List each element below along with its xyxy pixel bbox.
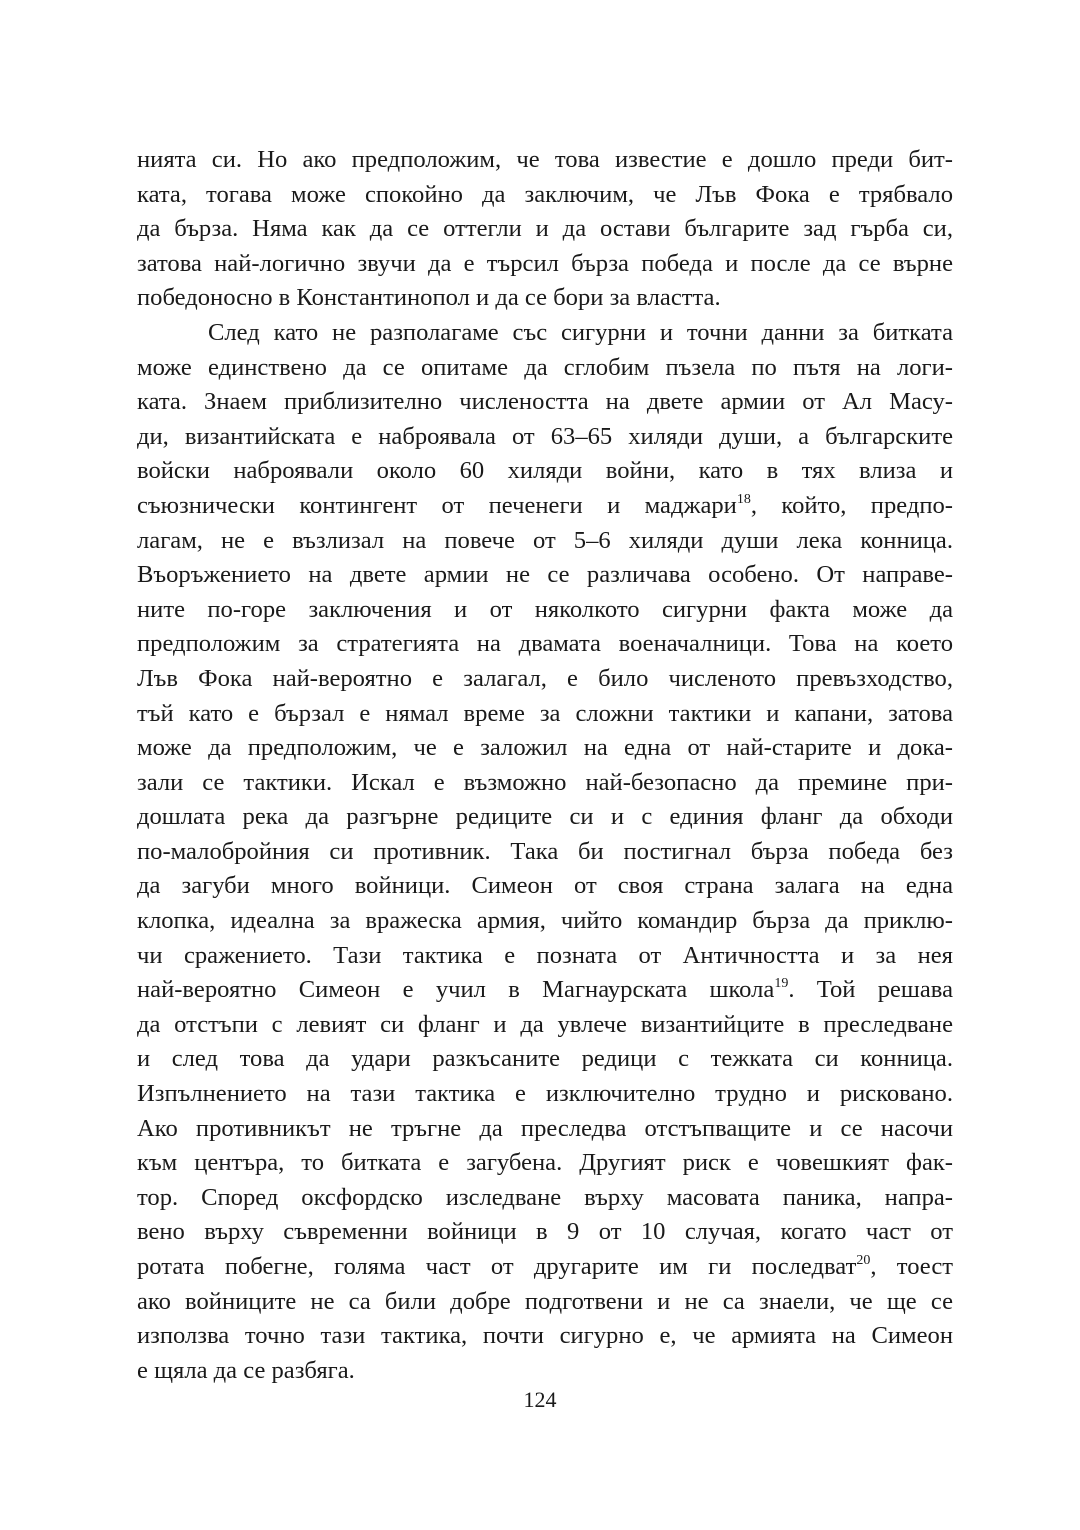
- text-line: дошлата река да разгърне редиците си и с единия фланг да обходи: [137, 803, 953, 831]
- paragraph: [137, 143, 953, 316]
- page-number: 124: [523, 1387, 557, 1412]
- text-line: Лъв Фока най-вероятно е залагал, е било численото превъзходство,: [137, 664, 953, 692]
- footnote-marker: 20: [856, 1253, 871, 1268]
- text-line: към центъра, то битката е загубена. Другият риск е човешкият фак-: [137, 1149, 953, 1177]
- text-run: . Той решава: [788, 976, 953, 1004]
- text-line: вено върху съвременни войници в 9 от 10 случая, когато част от: [137, 1218, 953, 1246]
- footnote-marker: 18: [736, 491, 751, 507]
- text-line: ката, тогава може спокойно да заключим, че Лъв Фока е трябвало: [137, 180, 953, 208]
- body-text: [137, 143, 953, 1388]
- text-line: ката. Знаем приблизително числеността на двете армии от Ал Масу-: [137, 388, 953, 416]
- footnote-marker: 19: [774, 976, 789, 992]
- text-line: може единствено да се опитаме да сглобим пъзела по пътя на логи-: [137, 353, 953, 381]
- text-line: Въоръжението на двете армии не се различава особено. От направе-: [137, 561, 953, 589]
- text-line: клопка, идеална за вражеска армия, чийто командир бърза да приклю-: [137, 907, 953, 935]
- text-run: , който, предпо-: [750, 491, 953, 519]
- text-line: по-малобройния си противник. Така би постигнал бърза победа без: [137, 837, 953, 865]
- text-line: След като не разполагаме със сигурни и точни данни за битката: [208, 318, 953, 346]
- text-line: нията си. Но ако предположим, че това известие е дошло преди бит-: [137, 146, 953, 173]
- text-line: тъй като е бързал е нямал време за сложни тактики и капани, затова: [137, 699, 953, 727]
- text-line: победоносно в Константинопол и да се бори за властта.: [137, 284, 721, 312]
- text-line: затова най-логично звучи да е търсил бърза победа и после да се върне: [137, 249, 953, 277]
- text-line: е щяла да се разбяга.: [137, 1356, 355, 1384]
- text-line: чи сражението. Тази тактика е позната от Античността и за нея: [137, 941, 953, 969]
- text-line: ако войниците не са били добре подготвени и не са знаели, че ще се: [137, 1287, 953, 1315]
- text-line: и след това да удари разкъсаните редици с тежката си конница.: [137, 1045, 953, 1073]
- text-line: зали се тактики. Искал е възможно най-безопасно да премине при-: [137, 768, 953, 796]
- text-line: [137, 1250, 953, 1285]
- text-line: тор. Според оксфордско изследване върху масовата паника, напра-: [137, 1183, 953, 1211]
- text-line: да загуби много войници. Симеон от своя страна залага на една: [137, 872, 953, 900]
- text-run: най-вероятно Симеон е учил в Магнаурската школа: [137, 976, 775, 1004]
- text-line: ди, византийската е наброявала от 63–65 хиляди души, а българските: [137, 422, 953, 450]
- text-line: [137, 973, 953, 1008]
- text-run: , тоест: [870, 1253, 953, 1280]
- text-line: може да предположим, че е заложил на една от най-старите и дока-: [137, 734, 953, 762]
- text-line: предположим за стратегията на двамата военачалници. Това на което: [137, 630, 953, 658]
- text-run: ротата побегне, голяма част от другарите им ги последват: [137, 1253, 857, 1280]
- text-line: Изпълнението на тази тактика е изключително трудно и рисковано.: [137, 1080, 953, 1108]
- text-line: лагам, не е възлизал на повече от 5–6 хиляди души лека конница.: [137, 526, 953, 554]
- text-line: [137, 489, 953, 524]
- paragraph: [137, 316, 953, 1388]
- text-line: ните по-горе заключения и от няколкото сигурни факта може да: [137, 595, 953, 623]
- text-line: да бърза. Няма как да се оттегли и да остави българите зад гърба си,: [137, 215, 953, 243]
- text-line: да отстъпи с левият си фланг и да увлече византийците в преследване: [137, 1010, 953, 1038]
- text-line: използва точно тази тактика, почти сигурно е, че армията на Симеон: [137, 1322, 953, 1350]
- text-run: съюзнически контингент от печенеги и маджари: [137, 491, 737, 519]
- text-line: Ако противникът не тръгне да преследва отстъпващите и се насочи: [137, 1114, 953, 1142]
- text-line: войски наброявали около 60 хиляди войни, като в тях влиза и: [137, 457, 953, 485]
